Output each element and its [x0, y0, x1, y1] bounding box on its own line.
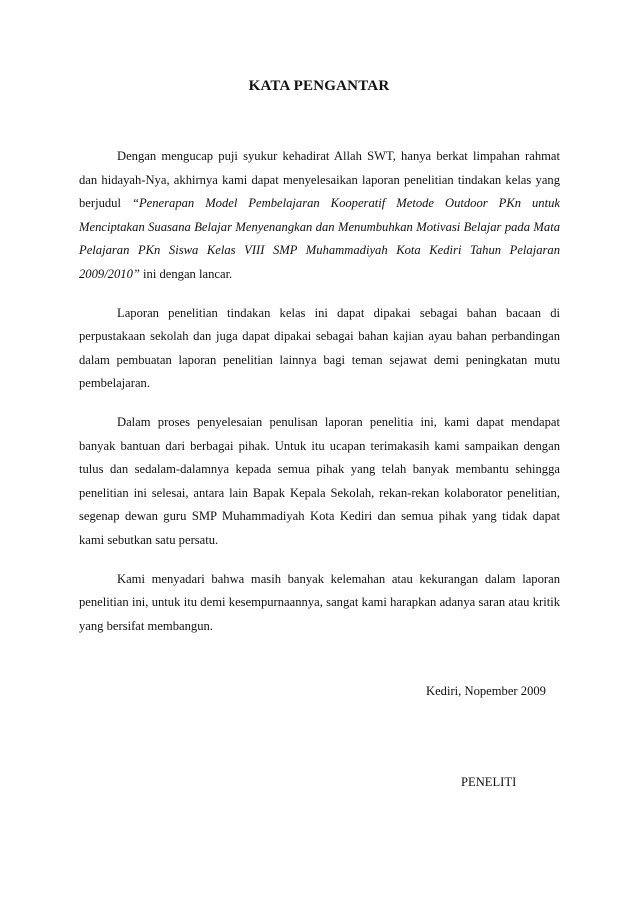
paragraph-1-text-end: ini dengan lancar.: [139, 266, 233, 281]
research-title-italic: “Penerapan Model Pembelajaran Kooperatif Metode Outdoor PKn untuk Menciptakan Suasana Belajar Menyenangkan dan Menumbuhkan Motivasi Belajar pada Mata Pelajaran PKn Siswa Kelas VIII SMP Muhammadiyah Kota Kediri Tahun Pelajaran 2009/2010”: [79, 196, 560, 281]
paragraph-4: Kami menyadari bahwa masih banyak kelemahan atau kekurangan dalam laporan penelitian ini, untuk itu demi kesempurnaannya, sangat kami harapkan adanya saran atau kritik yang bersifat membangun.: [79, 571, 560, 633]
document-body: [79, 145, 560, 638]
paragraph-3: Dalam proses penyelesaian penulisan laporan penelitia ini, kami dapat mendapat banyak bantuan dari berbagai pihak. Untuk itu ucapan terimakasih kami sampaikan dengan tulus dan sedalam-dalamnya kepada semua pihak yang telah banyak membantu sehingga penelitian ini selesai, antara lain Bapak Kepala Sekolah, rekan-rekan kolaborator penelitian, segenap dewan guru SMP Muhammadiyah Kota Kediri dan semua pihak yang tidak dapat kami sebutkan satu persatu.: [79, 414, 560, 547]
paragraph-2: Laporan penelitian tindakan kelas ini dapat dipakai sebagai bahan bacaan di perpustakaan sekolah dan juga dapat dipakai sebagai bahan kajian ayau bahan perbandingan dalam pembuatan laporan penelitian lainnya bagi teman sejawat demi peningkatan mutu pembelajaran.: [79, 305, 560, 391]
paragraph-1-text-start: Dengan mengucap puji syukur kehadirat Allah SWT, hanya berkat limpahan rahmat dan hidayah-Nya, akhirnya kami dapat menyelesaikan laporan penelitian tindakan kelas yang berjudul: [79, 149, 560, 211]
paragraph-1: [79, 145, 560, 287]
place-date: Kediri, Nopember 2009: [426, 684, 546, 698]
page-title: KATA PENGANTAR: [248, 78, 390, 94]
signatory-label: PENELITI: [461, 775, 517, 789]
